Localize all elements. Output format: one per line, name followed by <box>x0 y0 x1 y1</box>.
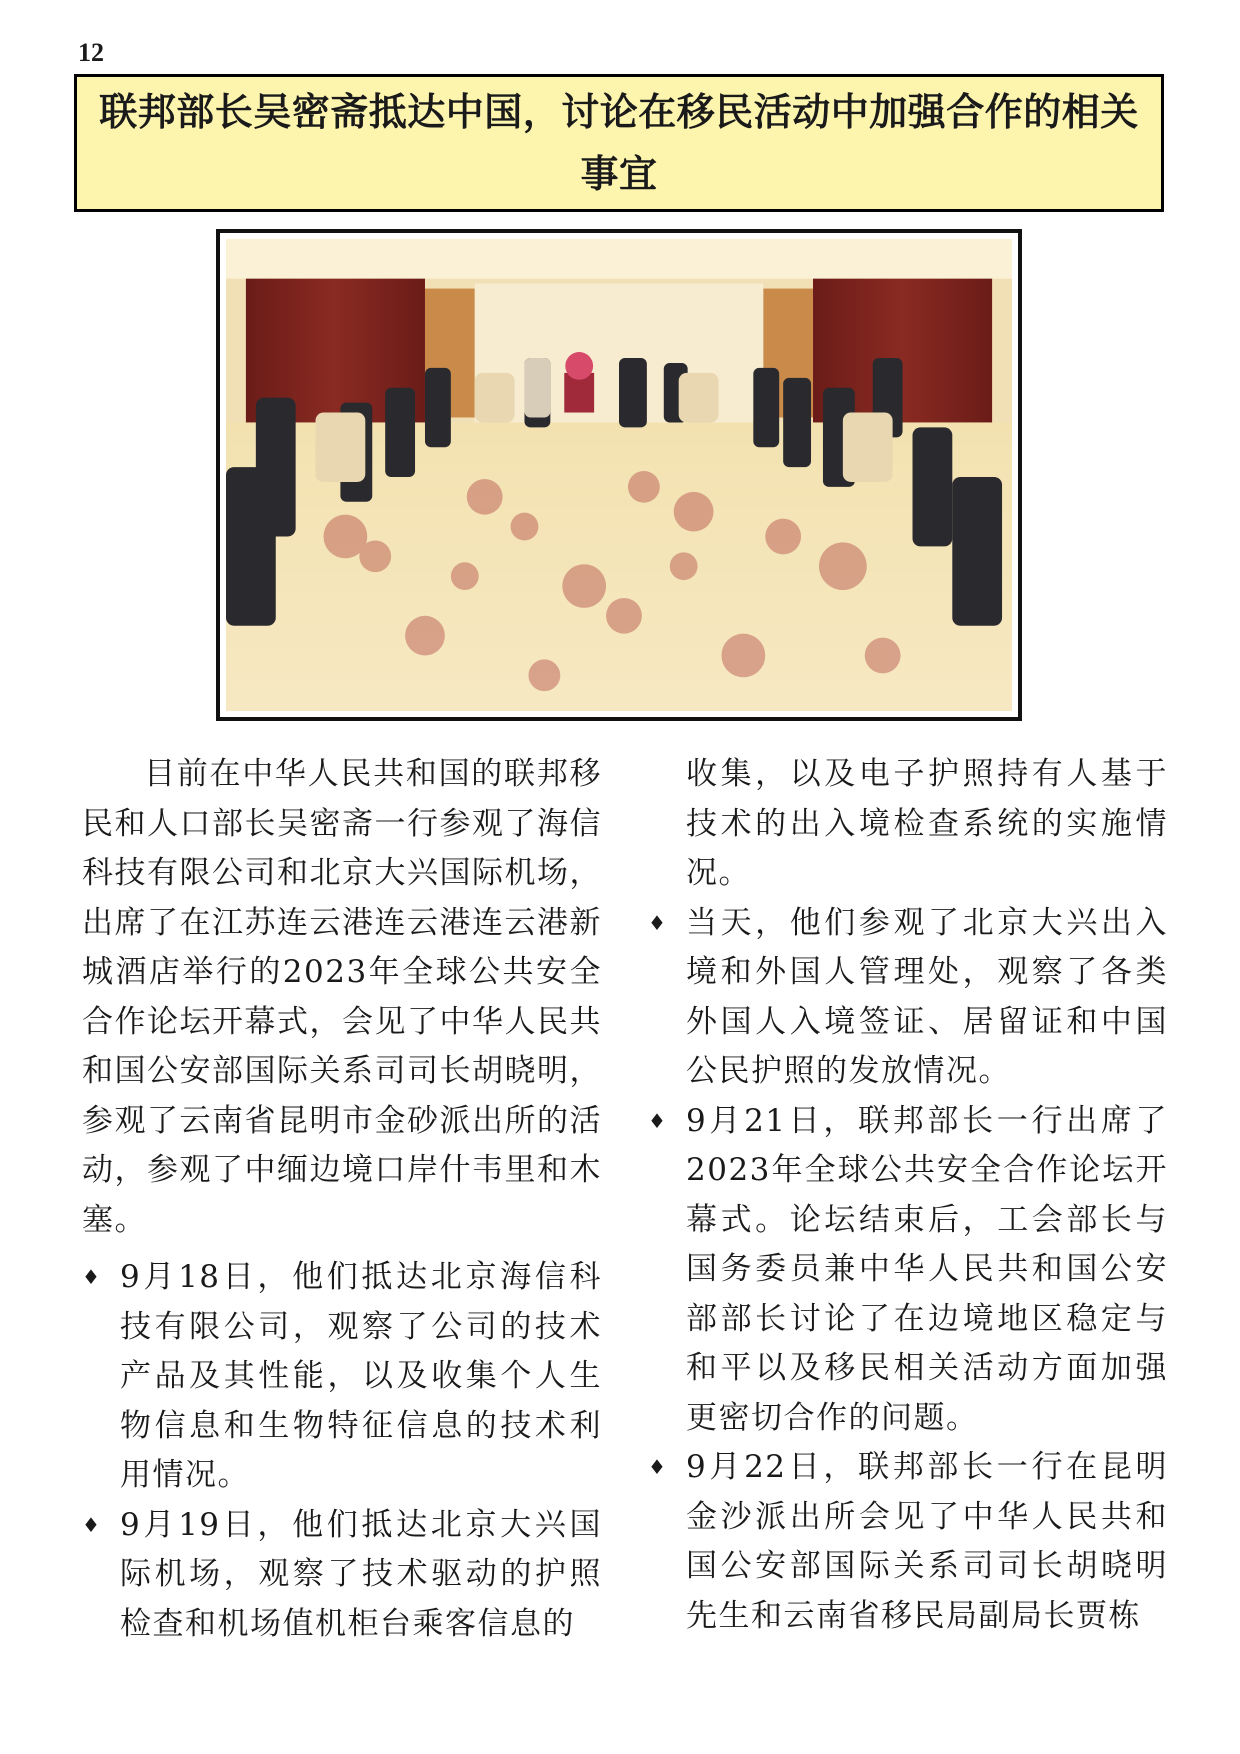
meeting-room-photo-icon <box>226 239 1012 711</box>
bullet-diamond-icon: ♦ <box>82 1512 102 1537</box>
left-column <box>82 750 602 1649</box>
bullet-diamond-icon: ♦ <box>648 1108 668 1133</box>
right-column <box>648 750 1168 1641</box>
list-item <box>648 899 1168 1097</box>
intro-paragraph: 目前在中华人民共和国的联邦移民和人口部长吴密斋一行参观了海信科技有限公司和北京大兴国际机场，出席了在江苏连云港连云港连云港新城酒店举行的2023年全球公共安全合作论坛开幕式，会见了中华人民共和国公安部国际关系司司长胡晓明，参观了云南省昆明市金砂派出所的活动，参观了中缅边境口岸什韦里和木塞。 <box>82 756 602 1238</box>
title-banner <box>74 74 1164 212</box>
list-item <box>648 1097 1168 1444</box>
list-item-text: 9月21日，联邦部长一行出席了2023年全球公共安全合作论坛开幕式。论坛结束后，工会部长与国务委员兼中华人民共和国公安部部长讨论了在边境地区稳定与和平以及移民相关活动方面加强更密切合作的问题。 <box>686 1102 1168 1436</box>
bullet-diamond-icon: ♦ <box>648 1455 668 1479</box>
list-item <box>648 1443 1168 1641</box>
bullet-diamond-icon: ♦ <box>648 910 668 935</box>
page-number: 12 <box>78 38 104 67</box>
continued-text: 收集，以及电子护照持有人基于技术的出入境检查系统的实施情况。 <box>686 756 1168 891</box>
left-bullet-list <box>82 1253 602 1649</box>
bullet-diamond-icon: ♦ <box>82 1265 102 1289</box>
page-title: 联邦部长吴密斋抵达中国，讨论在移民活动中加强合作的相关事宜 <box>99 90 1139 196</box>
meeting-photo <box>216 229 1022 721</box>
list-item <box>82 1253 602 1501</box>
list-item-text: 9月18日，他们抵达北京海信科技有限公司，观察了公司的技术产品及其性能，以及收集个人生物信息和生物特征信息的技术利用情况。 <box>120 1259 602 1493</box>
list-item-text: 9月22日，联邦部长一行在昆明金沙派出所会见了中华人民共和国公安部国际关系司司长胡晓明先生和云南省移民局副局长贾栋 <box>686 1449 1168 1634</box>
list-item <box>82 1501 602 1650</box>
list-item-text: 9月19日，他们抵达北京大兴国际机场，观察了技术驱动的护照检查和机场值机柜台乘客信息的 <box>120 1506 602 1642</box>
list-item-text: 当天，他们参观了北京大兴出入境和外国人管理处，观察了各类外国人入境签证、居留证和中国公民护照的发放情况。 <box>686 904 1168 1089</box>
right-bullet-list <box>648 899 1168 1642</box>
